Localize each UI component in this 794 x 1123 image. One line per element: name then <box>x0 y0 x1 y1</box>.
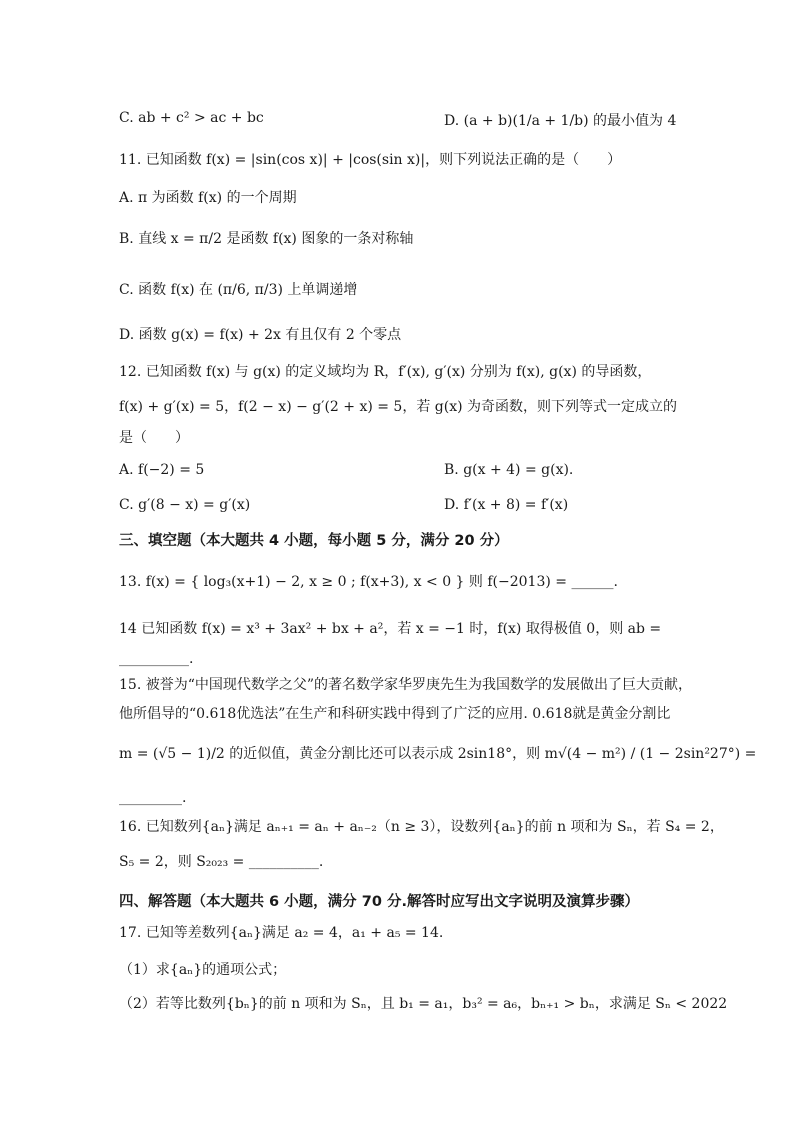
q12-stem-2: f(x) + g′(x) = 5，f(2 − x) − g′(2 + x) = 5，若 g(x) 为奇函数，则下列等式一定成立的 <box>119 399 678 415</box>
q14-stem: 14 已知函数 f(x) = x³ + 3ax² + bx + a²，若 x = −1 时，f(x) 取得极值 0，则 ab = <box>119 621 662 637</box>
q11-option-d: D. 函数 g(x) = f(x) + 2x 有且仅有 2 个零点 <box>119 327 402 343</box>
q17-part-2: （2）若等比数列{bₙ}的前 n 项和为 Sₙ，且 b₁ = a₁，b₃² = a₆，bₙ₊₁ > bₙ，求满足 Sₙ < 2022 <box>119 996 728 1012</box>
q11-option-b: B. 直线 x = π/2 是函数 f(x) 图象的一条对称轴 <box>119 231 414 247</box>
q12-option-a: A. f(−2) = 5 <box>119 462 205 478</box>
q12-stem-3: 是（ ） <box>119 430 189 446</box>
q15-stem-1: 15. 被誉为“中国现代数学之父”的著名数学家华罗庚先生为我国数学的发展做出了巨大贡献， <box>119 677 693 693</box>
q10-option-c: C. ab + c² > ac + bc <box>119 110 264 126</box>
q11-stem: 11. 已知函数 f(x) = |sin(cos x)| + |cos(sin x)|，则下列说法正确的是（ ） <box>119 152 622 168</box>
q15-stem-2: 他所倡导的“0.618优选法”在生产和科研实践中得到了广泛的应用. 0.618就是黄金分割比 <box>119 706 671 722</box>
q12-option-d: D. f′(x + 8) = f′(x) <box>444 497 569 513</box>
q11-option-a: A. π 为函数 f(x) 的一个周期 <box>119 190 297 206</box>
section-3-heading: 三、填空题（本大题共 4 小题，每小题 5 分，满分 20 分） <box>119 533 509 549</box>
q16-stem-1: 16. 已知数列{aₙ}满足 aₙ₊₁ = aₙ + aₙ₋₂（n ≥ 3），设数列{aₙ}的前 n 项和为 Sₙ，若 S₄ = 2， <box>119 819 724 835</box>
q13-stem: 13. f(x) = { log₃(x+1) − 2, x ≥ 0 ; f(x+3), x < 0 } 则 f(−2013) = ______. <box>119 574 618 590</box>
q11-option-c: C. 函数 f(x) 在 (π/6, π/3) 上单调递增 <box>119 282 358 298</box>
q16-stem-2: S₅ = 2，则 S₂₀₂₃ = __________. <box>119 854 324 870</box>
q12-option-b: B. g(x + 4) = g(x). <box>444 462 574 478</box>
q10-option-d: D. (a + b)(1/a + 1/b) 的最小值为 4 <box>444 113 677 129</box>
q17-stem: 17. 已知等差数列{aₙ}满足 a₂ = 4，a₁ + a₅ = 14. <box>119 925 444 941</box>
q14-answer-blank: __________. <box>119 651 194 667</box>
section-4-heading: 四、解答题（本大题共 6 小题，满分 70 分.解答时应写出文字说明及演算步骤） <box>119 894 639 910</box>
q15-stem-3: m = (√5 − 1)/2 的近似值，黄金分割比还可以表示成 2sin18°，则 m√(4 − m²) / (1 − 2sin²27°) = <box>119 746 757 762</box>
q12-option-c: C. g′(8 − x) = g′(x) <box>119 497 251 513</box>
q17-part-1: （1）求{aₙ}的通项公式； <box>119 962 287 978</box>
q15-answer-blank: _________. <box>119 790 187 806</box>
q12-stem-1: 12. 已知函数 f(x) 与 g(x) 的定义域均为 R，f′(x), g′(x) 分别为 f(x), g(x) 的导函数， <box>119 364 652 380</box>
